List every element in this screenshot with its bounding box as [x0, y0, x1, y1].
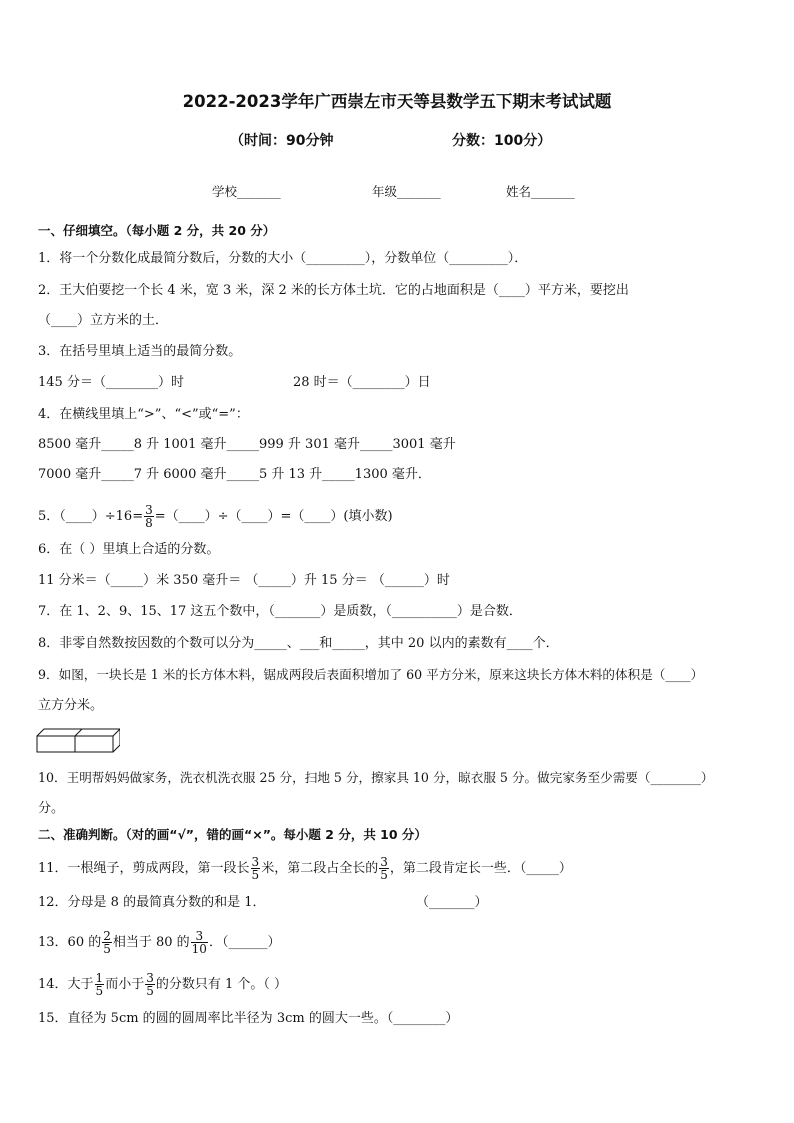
page-title: 2022-2023学年广西崇左市天等县数学五下期末考试试题: [182, 92, 612, 111]
fraction-numerator: 3: [146, 971, 154, 985]
question-13: [38, 930, 280, 955]
fraction-numerator: 3: [380, 855, 388, 869]
question-14: [38, 972, 287, 997]
fraction-numerator: 2: [103, 929, 111, 943]
question-13-post: ．（______）: [208, 935, 281, 950]
question-10-line-1: 10．王明帮妈妈做家务，洗衣机洗衣服 25 分，扫地 5 分，擦家具 10 分，晾衣服 5 分。做完家务至少需要（________）: [38, 770, 714, 785]
question-9-line-2: 立方分米。: [38, 698, 104, 713]
question-4: 4．在横线里填上“>”、“<”或“=”：: [38, 407, 249, 422]
block-edge: [113, 729, 120, 736]
name-field[interactable]: 姓名_______: [506, 184, 575, 199]
fraction-numerator: 3: [251, 855, 260, 869]
question-12-blank: （_______）: [416, 895, 488, 910]
question-2-line-2: （____）立方米的土．: [38, 313, 169, 328]
question-14-pre: 14．大于: [38, 977, 94, 992]
question-5: [38, 504, 393, 529]
wood-block-figure: [36, 728, 120, 754]
block-right-front: [75, 736, 113, 752]
question-8: 8．非零自然数按因数的个数可以分为_____、___和_____，其中 20 以内的素数有____个．: [38, 636, 559, 651]
grade-field[interactable]: 年级_______: [372, 184, 441, 199]
section-1-heading: 一、仔细填空。（每小题 2 分，共 20 分）: [38, 223, 276, 238]
question-11-mid: 米，第二段占全长的: [261, 861, 379, 876]
exam-score: 分数：100分）: [452, 133, 552, 149]
block-left-front: [37, 736, 75, 752]
exam-time: （时间：90分钟: [230, 133, 334, 149]
question-12: 12．分母是 8 的最简真分数的和是 1．: [38, 895, 266, 910]
question-1: 1．将一个分数化成最简分数后，分数的大小（_________），分数单位（_________）．: [38, 251, 528, 266]
question-3-b: 28 时＝（________）日: [293, 375, 431, 390]
question-7: 7．在 1、2、9、15、17 这五个数中，（_______）是质数，（__________）是合数．: [38, 604, 522, 619]
question-4-row-2: 7000 毫升_____7 升 6000 毫升_____5 升 13 升_____1300 毫升．: [38, 467, 431, 482]
question-9-line-1: 9．如图，一块长是 1 米的长方体木料，锯成两段后表面积增加了 60 平方分米，原来这块长方体木料的体积是（____）: [38, 667, 704, 682]
fraction: [379, 856, 389, 881]
fraction-denominator: 10: [191, 942, 207, 956]
fraction-denominator: 5: [95, 984, 104, 998]
question-6: 6．在（ ）里填上合适的分数。: [38, 542, 220, 557]
question-5-post: =（____）÷（____）=（____）(填小数): [154, 509, 393, 524]
fraction: [191, 930, 208, 955]
question-13-pre: 13．60 的: [38, 935, 102, 950]
fraction-denominator: 5: [380, 868, 388, 882]
school-field[interactable]: 学校_______: [212, 184, 281, 199]
fraction-numerator: 3: [191, 930, 208, 943]
question-4-row-1: 8500 毫升_____8 升 1001 毫升_____999 升 301 毫升_____3001 毫升: [38, 437, 456, 452]
question-14-post: 的分数只有 1 个。（ ）: [155, 977, 288, 992]
fraction: [144, 504, 154, 529]
question-5-pre: 5．（____）÷16=: [38, 509, 144, 524]
fraction-numerator: 1: [95, 971, 104, 985]
fraction-denominator: 8: [145, 516, 153, 530]
question-13-mid: 相当于 80 的: [112, 935, 190, 950]
question-11: [38, 856, 572, 881]
question-2-line-1: 2．王大伯要挖一个长 4 米，宽 3 米，深 2 米的长方体土坑．它的占地面积是（____）平方米，要挖出: [38, 283, 629, 298]
fraction-numerator: 3: [145, 503, 153, 517]
question-6-row: 11 分米＝（_____）米 350 毫升＝ （_____）升 15 分＝ （______）时: [38, 573, 450, 588]
question-14-mid: 而小于: [105, 977, 145, 992]
question-10-line-2: 分。: [38, 801, 65, 816]
section-2-heading: 二、准确判断。（对的画“√”，错的画“×”。每小题 2 分，共 10 分）: [38, 827, 427, 842]
fraction-denominator: 5: [251, 868, 260, 882]
question-15: 15．直径为 5cm 的圆的圆周率比半径为 3cm 的圆大一些。（________）: [38, 1011, 459, 1026]
fraction: [102, 930, 112, 955]
fraction: [145, 972, 155, 997]
question-11-post: ，第二段肯定长一些．（_____）: [389, 861, 572, 876]
fraction: [251, 856, 261, 881]
question-11-pre: 11．一根绳子，剪成两段，第一段长: [38, 861, 250, 876]
question-3-a: 145 分＝（________）时: [38, 375, 184, 390]
fraction-denominator: 5: [103, 942, 111, 956]
block-cut-line: [75, 729, 82, 736]
question-3: 3．在括号里填上适当的最简分数。: [38, 344, 242, 359]
fraction-denominator: 5: [146, 984, 154, 998]
fraction: [95, 972, 105, 997]
